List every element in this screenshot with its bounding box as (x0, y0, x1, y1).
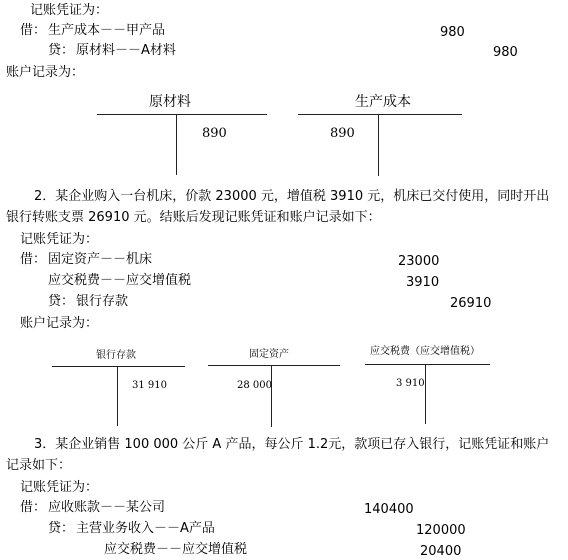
debit-amount-3: 140400 (364, 502, 414, 517)
t-account-title: 原材料 (149, 94, 191, 110)
ledger-heading-2: 账户记录为： (20, 316, 99, 331)
t-account-right-value: 31 910 (132, 380, 167, 391)
problem-3-line-2: 记录如下： (6, 458, 72, 473)
voucher-heading-1: 记账凭证为： (30, 3, 109, 18)
t-account-divider (378, 114, 379, 176)
t-account-top-line (52, 366, 185, 367)
credit-amount-2: 26910 (450, 296, 492, 311)
debit-label-3: 借： (20, 500, 47, 515)
credit-amount-3b: 20400 (420, 544, 462, 559)
t-account-left-value: 3 910 (396, 378, 425, 389)
credit-account-3a: 主营业务收入－－A产品 (76, 521, 215, 536)
debit-amount-1: 980 (440, 25, 465, 40)
credit-amount-1: 980 (493, 45, 518, 60)
t-account-title: 银行存款 (96, 350, 136, 361)
t-account-divider (176, 114, 177, 175)
t-account-divider (117, 366, 118, 426)
t-account-top-line (365, 364, 490, 365)
t-account-top-line (298, 114, 462, 115)
problem-2-line-2: 银行转账支票 26910 元。结账后发现记账凭证和账户记录如下： (6, 210, 381, 225)
debit-account-2a: 固定资产－－机床 (48, 252, 153, 267)
credit-account-3b: 应交税费－－应交增值税 (104, 542, 248, 557)
credit-amount-3a: 120000 (416, 523, 466, 538)
t-account-title: 应交税费（应交增值税） (370, 346, 480, 357)
debit-amount-2b: 3910 (406, 275, 440, 290)
credit-label-3: 贷： (48, 521, 75, 536)
credit-account-1: 原材料－－A材料 (76, 43, 176, 58)
voucher-heading-2: 记账凭证为： (20, 232, 99, 247)
credit-label-1: 贷： (48, 43, 75, 58)
t-account-right-value: 890 (202, 126, 227, 141)
debit-amount-2a: 23000 (398, 254, 440, 269)
debit-account-3: 应收账款－－某公司 (48, 500, 166, 515)
t-account-left-value: 890 (330, 126, 355, 141)
problem-3-line-1: 3．某企业销售 100 000 公斤 A 产品，每公斤 1.2元，款项已存入银行，记账凭证和账户 (34, 437, 550, 452)
credit-account-2: 银行存款 (76, 294, 129, 309)
t-account-divider (425, 364, 426, 424)
t-account-left-value: 28 000 (237, 380, 272, 391)
debit-account-2b: 应交税费－－应交增值税 (48, 273, 192, 288)
debit-label-2: 借： (20, 252, 47, 267)
voucher-heading-3: 记账凭证为： (20, 480, 99, 495)
credit-label-2: 贷： (48, 294, 75, 309)
t-account-top-line (97, 114, 267, 115)
problem-2-line-1: 2．某企业购入一台机床，价款 23000 元，增值税 3910 元，机床已交付使用，同时开出 (34, 189, 550, 204)
t-account-title: 生产成本 (355, 94, 411, 110)
t-account-divider (271, 365, 272, 427)
ledger-heading-1: 账户记录为： (6, 65, 85, 80)
t-account-top-line (208, 365, 340, 366)
debit-account-1: 生产成本－－甲产品 (48, 23, 166, 38)
t-account-title: 固定资产 (249, 349, 289, 360)
debit-label-1: 借： (20, 23, 47, 38)
